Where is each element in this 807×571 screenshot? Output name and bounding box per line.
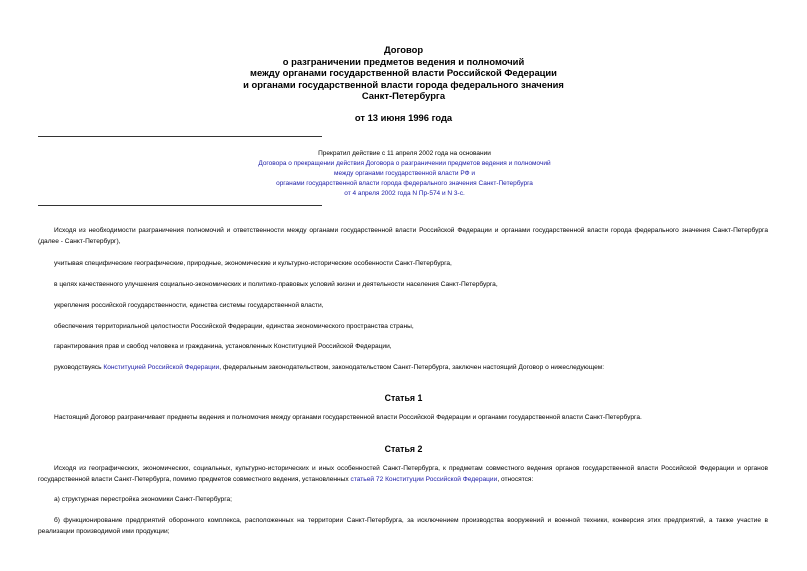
article-1-heading: Статья 1 [384, 393, 423, 403]
preamble-paragraph: в целях качественного улучшения социально-экономических и политико-правовых условий жизни и деятельности населения Санкт-Петербурга, [54, 281, 498, 288]
preamble-paragraph: Исходя из необходимости разграничения полномочий и ответственности между органами государственной власти Российской Федерации и органами государственной власти города федерального значения Санкт-Петербурга (далее - Санкт-Петербург), [38, 227, 768, 245]
termination-link[interactable]: органами государственной власти города федерального значения Санкт-Петербурга [276, 180, 533, 187]
status-note-text: Прекратил действие с 11 апреля 2002 года на основании [318, 150, 491, 157]
article-2-heading: Статья 2 [384, 444, 423, 454]
title-line: и органами государственной власти города федерального значения [243, 78, 564, 90]
article-72-link[interactable]: статьей 72 Конституции Российской Федерации [350, 475, 498, 483]
article-2-intro [38, 464, 768, 485]
article-2-item-b: б) функционирование предприятий оборонного комплекса, расположенных на территории Санкт-Петербурга, за исключением производства вооружений и военной техники, конверсия этих предприятий, а также участие в реализации производимой ими продукции; [38, 517, 768, 535]
status-note [232, 149, 577, 199]
termination-link[interactable]: между органами государственной власти РФ и [333, 170, 475, 177]
preamble-paragraph: укрепления российской государственности, единства системы государственной власти, [54, 302, 324, 309]
title-line: между органами государственной власти Российской Федерации [250, 67, 557, 79]
paragraph-text: Исходя из географических, экономических, социальных, культурно-исторических и иных особенностей Санкт-Петербурга, к предметам совместного ведения органов государственной власти Российской Федерации и органов государственной власти Санкт-Петербурга, помимо предметов совместного ведения, установленных [38, 465, 768, 483]
divider-bottom [38, 205, 322, 206]
document-title [0, 44, 807, 102]
paragraph-text: , относятся: [497, 475, 534, 483]
termination-link[interactable]: Договора о прекращении действия Договора о разграничении предметов ведения и полномочий [258, 160, 551, 167]
document-date: от 13 июня 1996 года [354, 112, 453, 123]
constitution-link[interactable]: Конституцией Российской Федерации [103, 364, 220, 371]
preamble-paragraph: гарантирования прав и свобод человека и гражданина, установленных Конституцией Российской Федерации, [54, 343, 392, 350]
preamble-paragraph [38, 363, 768, 374]
paragraph-text: , федеральным законодательством, законодательством Санкт-Петербурга, заключен настоящий Договор о нижеследующем: [219, 364, 605, 371]
termination-link[interactable]: от 4 апреля 2002 года N Пр-574 и N 3-с. [344, 190, 465, 197]
preamble-paragraph: обеспечения территориальной целостности Российской Федерации, единства экономического пространства страны, [54, 323, 414, 330]
title-line: Санкт-Петербурга [361, 90, 446, 102]
paragraph-text: руководствуясь [54, 364, 104, 371]
article-1-text: Настоящий Договор разграничивает предметы ведения и полномочия между органами государственной власти Российской Федерации и органами государственной власти Санкт-Петербурга. [54, 414, 642, 421]
title-line: Договор [383, 44, 424, 55]
preamble-paragraph: учитывая специфические географические, природные, экономические и культурно-исторические особенности Санкт-Петербурга, [54, 260, 452, 267]
article-2-item-a: а) структурная перестройка экономики Санкт-Петербурга; [54, 496, 232, 503]
divider-top [38, 136, 322, 137]
title-line: о разграничении предметов ведения и полномочий [282, 55, 525, 67]
